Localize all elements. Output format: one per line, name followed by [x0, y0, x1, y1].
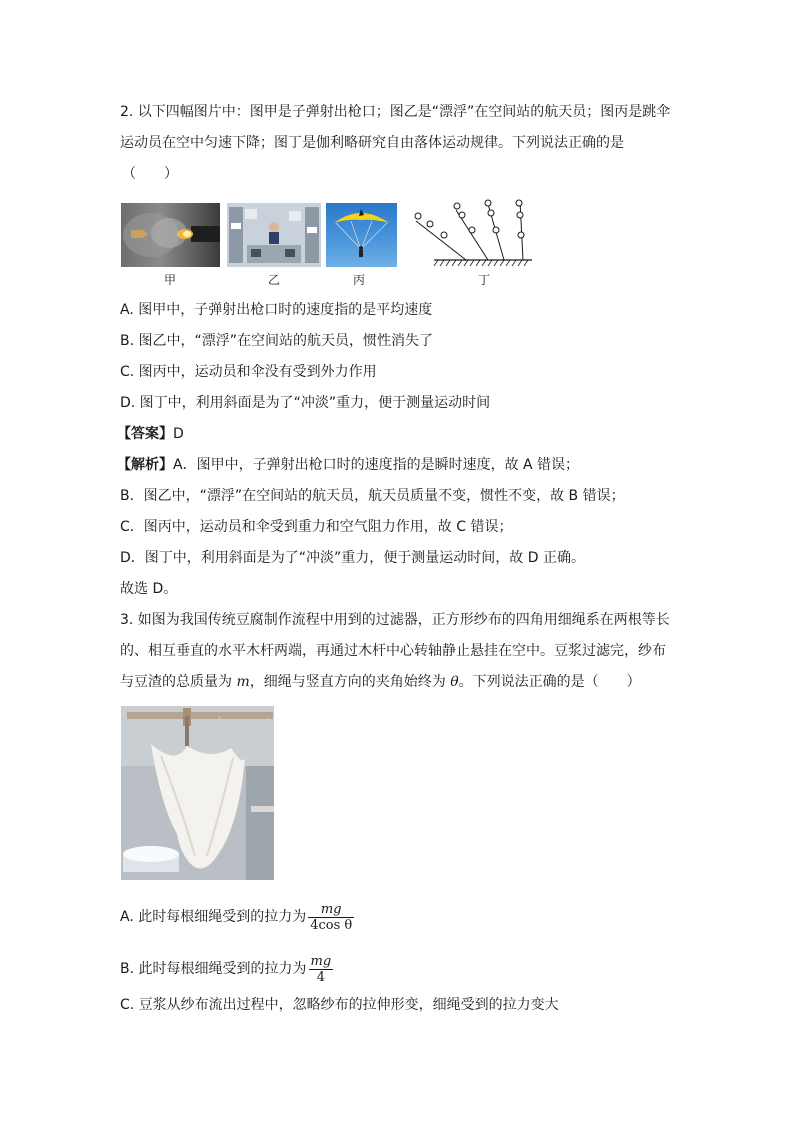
theta-symbol: θ	[450, 674, 459, 690]
q2-analysis-b: B．图乙中，“漂浮”在空间站的航天员，航天员质量不变，惯性不变，故 B 错误；	[120, 488, 625, 504]
caption-yi: 乙	[267, 273, 280, 287]
q3-option-b-text: B. 此时每根细绳受到的拉力为	[120, 961, 307, 977]
caption-bing: 丙	[352, 273, 365, 287]
fraction-b-denominator: 4	[316, 969, 325, 985]
analysis-a-text: A．图甲中，子弹射出枪口时的速度指的是瞬时速度，故 A 错误；	[173, 457, 580, 473]
q2-conclusion: 故选 D。	[120, 581, 178, 597]
q2-stem-line-1: 2. 以下四幅图片中：图甲是子弹射出枪口；图乙是“漂浮”在空间站的航天员；图丙是跳伞	[120, 104, 671, 120]
tension-fraction-a	[308, 902, 354, 933]
caption-jia: 甲	[163, 273, 176, 287]
bullet-muzzle-photo	[121, 203, 220, 267]
fraction-a-numerator: mg	[308, 902, 354, 918]
space-station-photo	[227, 203, 321, 267]
q3-option-a-text: A. 此时每根细绳受到的拉力为	[120, 909, 307, 925]
q2-analysis-d: D．图丁中，利用斜面是为了“冲淡”重力，便于测量运动时间，故 D 正确。	[120, 550, 585, 566]
q3-stem-text-b: ，细绳与竖直方向的夹角始终为	[249, 674, 451, 690]
q3-stem-text-c: 。下列说法正确的是（ ）	[458, 674, 641, 690]
analysis-label: 【解析】	[117, 457, 173, 473]
q3-stem-line-1: 3. 如图为我国传统豆腐制作流程中用到的过滤器，正方形纱布的四角用细绳系在两根等长	[120, 612, 670, 628]
q3-option-a	[120, 900, 354, 934]
answer-value: D	[173, 426, 184, 442]
fraction-b-numerator: mg	[310, 953, 332, 969]
tofu-filter-photo	[121, 706, 274, 880]
answer-label: 【答案】	[117, 426, 173, 442]
q3-option-b	[120, 952, 333, 986]
tension-fraction-b	[309, 954, 334, 985]
parachute-photo	[326, 203, 397, 267]
q2-analysis-a	[117, 455, 579, 475]
q3-stem-line-3	[120, 672, 641, 692]
q2-bracket: （ ）	[122, 166, 178, 182]
q2-analysis-c: C．图丙中，运动员和伞受到重力和空气阻力作用，故 C 错误；	[120, 519, 513, 535]
q2-option-d: D. 图丁中，利用斜面是为了“冲淡”重力，便于测量运动时间	[120, 395, 491, 411]
fraction-a-denominator: 4cos θ	[310, 917, 353, 933]
q2-option-a: A. 图甲中，子弹射出枪口时的速度指的是平均速度	[120, 302, 433, 318]
q2-option-b: B. 图乙中，“漂浮”在空间站的航天员，惯性消失了	[120, 333, 434, 349]
q3-stem-line-2: 的、相互垂直的水平木杆两端，再通过木杆中心转轴静止悬挂在空中。豆浆过滤完，纱布	[120, 643, 666, 659]
galileo-incline-diagram	[412, 198, 536, 268]
q3-option-c: C. 豆浆从纱布流出过程中，忽略纱布的拉伸形变，细绳受到的拉力变大	[120, 997, 559, 1013]
q2-option-c: C. 图丙中，运动员和伞没有受到外力作用	[120, 364, 377, 380]
q2-answer	[117, 424, 184, 444]
q2-stem-line-2: 运动员在空中匀速下降；图丁是伽利略研究自由落体运动规律。下列说法正确的是	[120, 135, 624, 151]
caption-ding: 丁	[477, 273, 490, 287]
mass-symbol: m	[236, 674, 250, 690]
q3-stem-text-a: 与豆渣的总质量为	[120, 674, 237, 690]
